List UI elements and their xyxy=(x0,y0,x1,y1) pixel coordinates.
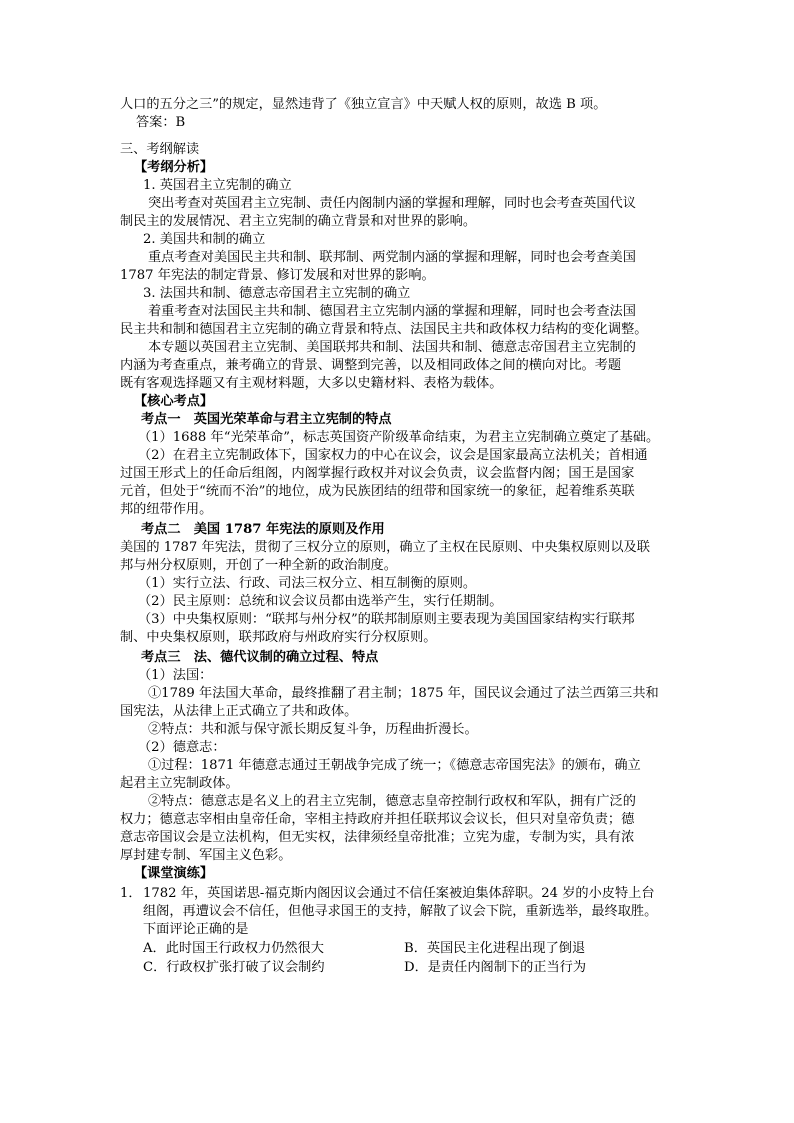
point2-line: （2）民主原则：总统和议会议员都由选举产生，实行任期制。 xyxy=(138,594,503,609)
germany-line: ①过程：1871 年德意志通过王朝战争完成了统一；《德意志帝国宪法》的颁布，确立 xyxy=(148,758,641,773)
germany-line: 意志帝国议会是立法机构，但无实权，法律须经皇帝批准；立宪为虚，专制为实，具有浓 xyxy=(120,830,635,845)
outline-item-heading: 3. 法国共和制、德意志帝国君主立宪制的确立 xyxy=(143,286,411,301)
outline-item-heading: 1. 英国君主立宪制的确立 xyxy=(143,178,292,193)
summary-line: 本专题以英国君主立宪制、美国联邦共和制、法国共和制、德意志帝国君主立宪制的 xyxy=(148,340,636,355)
outline-item-heading: 2. 美国共和制的确立 xyxy=(143,232,266,247)
outline-item-line: 重点考查对美国民主共和制、联邦制、两党制内涵的掌握和理解，同时也会考查美国 xyxy=(148,250,636,265)
question-line: 1782 年，英国诺思-福克斯内阁因议会通过不信任案被迫集体辞职。24 岁的小皮特上台 xyxy=(143,886,655,901)
point3-title: 考点三 法、德代议制的确立过程、特点 xyxy=(141,650,379,665)
answer-line: 答案：B xyxy=(136,115,186,130)
point2-line: 邦与州分权原则，开创了一种全新的政治制度。 xyxy=(120,558,397,573)
outline-item-line: 1787 年宪法的制定背景、修订发展和对世界的影响。 xyxy=(120,268,435,283)
point1-line: 过国王形式上的任命后组阁，内阁掌握行政权并对议会负责，议会监督内阁；国王是国家 xyxy=(120,466,635,481)
option-a: A．此时国王行政权力仍然很大 xyxy=(143,941,324,956)
germany-line: 权力；德意志宰相由皇帝任命，宰相主持政府并担任联邦议会议长，但只对皇帝负责；德 xyxy=(120,812,635,827)
option-b: B．英国民主化进程出现了倒退 xyxy=(404,941,586,956)
outline-heading: 【考纲分析】 xyxy=(134,160,214,175)
summary-line: 既有客观选择题又有主观材料题，大多以史籍材料、表格为载体。 xyxy=(120,376,503,391)
point2-line: 美国的 1787 年宪法，贯彻了三权分立的原则，确立了主权在民原则、中央集权原则以及联 xyxy=(120,540,650,555)
france-label: （1）法国： xyxy=(138,668,213,683)
point1-line: （1）1688 年“光荣革命”，标志英国资产阶级革命结束，为君主立宪制确立奠定了基础。 xyxy=(138,430,660,445)
outline-item-line: 突出考查对英国君主立宪制、责任内阁制内涵的掌握和理解，同时也会考查英国代议 xyxy=(148,196,636,211)
question-line: 组阁，再遭议会不信任，但他寻求国王的支持，解散了议会下院，重新选举，最终取胜。 xyxy=(143,904,658,919)
practice-heading: 【课堂演练】 xyxy=(134,866,214,881)
outline-item-line: 着重考查对法国民主共和制、德国君主立宪制内涵的掌握和理解，同时也会考查法国 xyxy=(148,304,636,319)
point1-line: 邦的纽带作用。 xyxy=(120,502,213,517)
point1-title: 考点一 英国光荣革命与君主立宪制的特点 xyxy=(141,412,392,427)
option-d: D．是责任内阁制下的正当行为 xyxy=(404,960,587,975)
option-c: C．行政权扩张打破了议会制约 xyxy=(143,960,325,975)
outline-item-line: 制民主的发展情况、君主立宪制的确立背景和对世界的影响。 xyxy=(120,214,477,229)
point1-line: 元首，但处于“统而不治”的地位，成为民族团结的纽带和国家统一的象征，起着维系英联 xyxy=(120,484,635,499)
point2-line: （3）中央集权原则：“联邦与州分权”的联邦制原则主要表现为美国国家结构实行联邦 xyxy=(138,612,635,627)
germany-line: ②特点：德意志是名义上的君主立宪制，德意志皇帝控制行政权和军队，拥有广泛的 xyxy=(148,794,636,809)
germany-line: 厚封建专制、军国主义色彩。 xyxy=(120,848,292,863)
intro-line: 人口的五分之三”的规定，显然违背了《独立宣言》中天赋人权的原则，故选 B 项。 xyxy=(120,97,607,112)
germany-label: （2）德意志： xyxy=(138,740,226,755)
point1-line: （2）在君主立宪制政体下，国家权力的中心在议会，议会是国家最高立法机关；首相通 xyxy=(138,448,648,463)
question-line: 下面评论正确的是 xyxy=(143,922,249,937)
point2-line: （1）实行立法、行政、司法三权分立、相互制衡的原则。 xyxy=(138,576,477,591)
summary-line: 内涵为考查重点，兼考确立的背景、调整到完善，以及相同政体之间的横向对比。考题 xyxy=(120,358,622,373)
germany-line: 起君主立宪制政体。 xyxy=(120,776,239,791)
france-line: ①1789 年法国大革命，最终推翻了君主制；1875 年，国民议会通过了法兰西第三共和 xyxy=(148,686,659,701)
outline-item-line: 民主共和制和德国君主立宪制的确立背景和特点、法国民主共和政体权力结构的变化调整。 xyxy=(120,322,648,337)
point2-title: 考点二 美国 1787 年宪法的原则及作用 xyxy=(141,522,385,537)
section-title: 三、考纲解读 xyxy=(120,142,200,157)
question-number: 1． xyxy=(120,886,142,901)
france-line: ②特点：共和派与保守派长期反复斗争，历程曲折漫长。 xyxy=(148,722,478,737)
core-heading: 【核心考点】 xyxy=(134,394,214,409)
point2-line: 制、中央集权原则，联邦政府与州政府实行分权原则。 xyxy=(120,630,437,645)
france-line: 国宪法，从法律上正式确立了共和政体。 xyxy=(120,704,358,719)
